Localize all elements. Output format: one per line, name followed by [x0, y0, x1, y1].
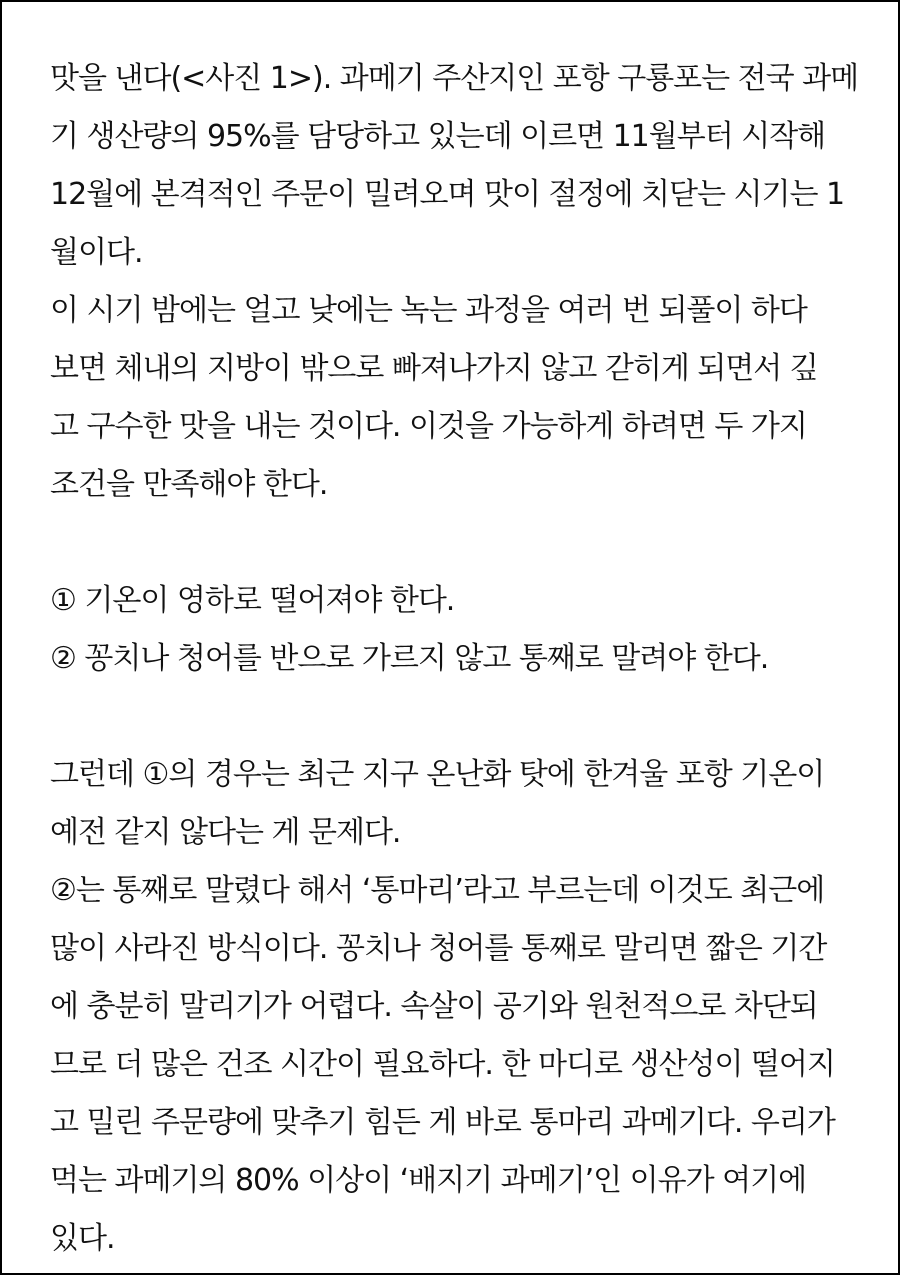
condition-item-1: ① 기온이 영하로 떨어져야 한다. — [50, 583, 455, 618]
text-line: 이 시기 밤에는 얼고 낮에는 녹는 과정을 여러 번 되풀이 하다 — [50, 293, 807, 328]
text-line: 므로 더 많은 건조 시간이 필요하다. 한 마디로 생산성이 떨어지 — [50, 1047, 835, 1082]
text-line: 많이 사라진 방식이다. 꽁치나 청어를 통째로 말리면 짧은 기간 — [50, 931, 827, 966]
text-line: 예전 같지 않다는 게 문제다. — [50, 815, 401, 850]
article-body — [50, 50, 870, 1268]
text-line: 월이다. — [50, 235, 143, 270]
text-line: 있다. — [50, 1221, 115, 1256]
text-line: 보면 체내의 지방이 밖으로 빠져나가지 않고 갇히게 되면서 깊 — [50, 351, 818, 386]
text-line: 맛을 낸다(<사진 1>). 과메기 주산지인 포항 구룡포는 전국 과메 — [50, 61, 859, 96]
text-line: ②는 통째로 말렸다 해서 ‘통마리’라고 부르는데 이것도 최근에 — [50, 873, 825, 908]
text-line: 조건을 만족해야 한다. — [50, 467, 328, 502]
text-line: 기 생산량의 95%를 담당하고 있는데 이르면 11월부터 시작해 — [50, 119, 826, 154]
text-line: 그런데 ①의 경우는 최근 지구 온난화 탓에 한겨울 포항 기온이 — [50, 757, 825, 792]
text-line: 고 밀린 주문량에 맞추기 힘든 게 바로 통마리 과메기다. 우리가 — [50, 1105, 835, 1140]
text-line: 에 충분히 말리기가 어렵다. 속살이 공기와 원천적으로 차단되 — [50, 989, 818, 1024]
condition-item-2: ② 꽁치나 청어를 반으로 가르지 않고 통째로 말려야 한다. — [50, 641, 769, 676]
paragraph-gap — [50, 688, 870, 746]
text-line: 12월에 본격적인 주문이 밀려오며 맛이 절정에 치닫는 시기는 1 — [50, 177, 845, 212]
text-line: 먹는 과메기의 80% 이상이 ‘배지기 과메기’인 이유가 여기에 — [50, 1163, 807, 1198]
paragraph-gap — [50, 514, 870, 572]
text-line: 고 구수한 맛을 내는 것이다. 이것을 가능하게 하려면 두 가지 — [50, 409, 807, 444]
